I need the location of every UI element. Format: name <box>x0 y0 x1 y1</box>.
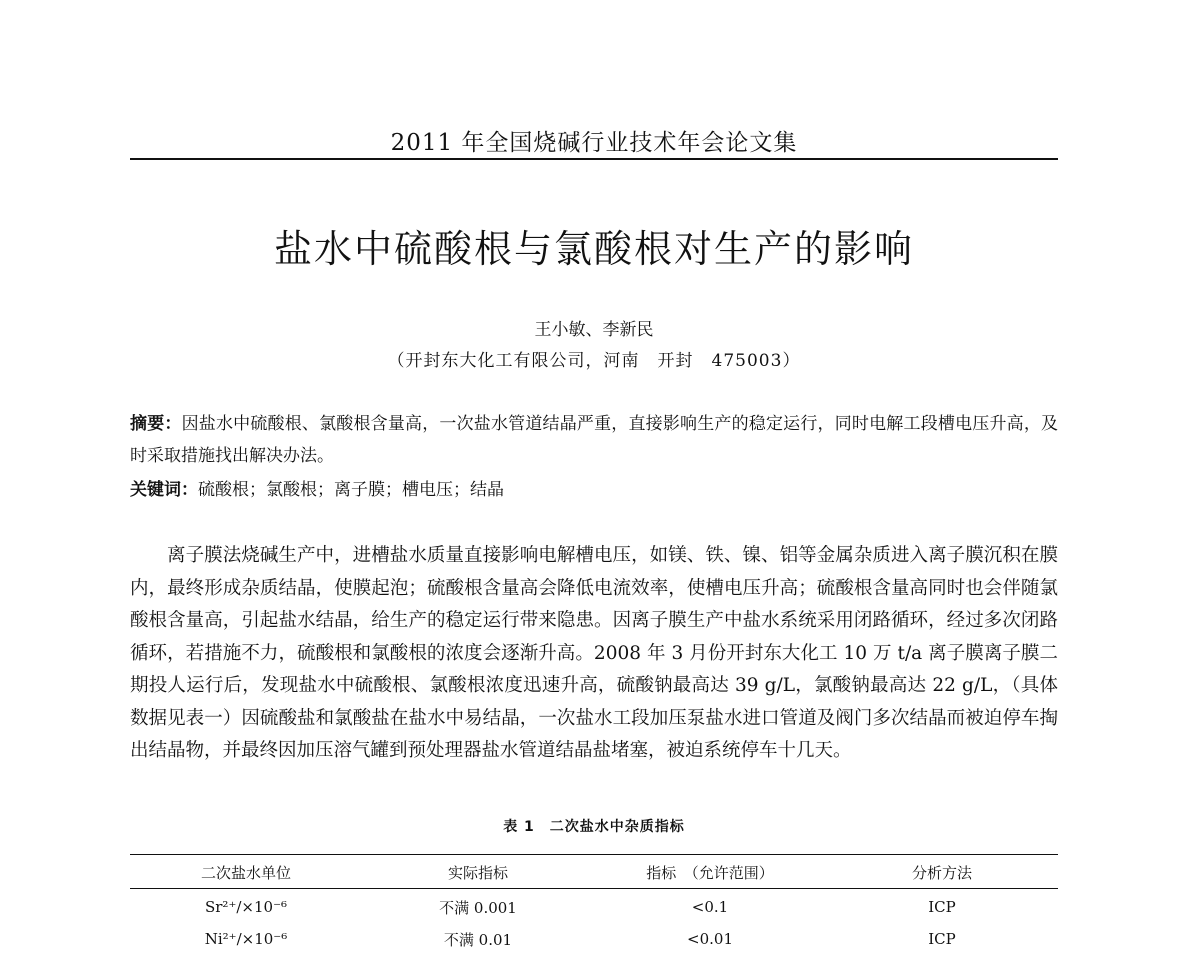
table-caption: 表 1 二次盐水中杂质指标 <box>503 819 685 835</box>
keywords-label: 关键词： <box>130 480 198 500</box>
keywords <box>130 474 1058 506</box>
table-header-cell: 实际指标 <box>447 863 508 882</box>
abstract <box>130 408 1058 472</box>
table-header-cell: 指标 （允许范围） <box>646 863 774 882</box>
affiliation: （开封东大化工有限公司，河南 开封 475003） <box>387 351 801 371</box>
table-cell: Ni²⁺/×10⁻⁶ <box>204 930 288 948</box>
table-row <box>130 923 1058 955</box>
header-rule <box>130 158 1058 160</box>
impurity-table <box>130 856 1058 955</box>
table-cell: Sr²⁺/×10⁻⁶ <box>204 898 288 916</box>
table-header-cell: 二次盐水单位 <box>200 863 291 882</box>
table-cell: ICP <box>928 930 956 948</box>
abstract-label: 摘要： <box>130 414 182 434</box>
authors: 王小敏、李新民 <box>534 320 654 340</box>
body-paragraph: 离子膜法烧碱生产中，进槽盐水质量直接影响电解槽电压，如镁、铁、镍、铝等金属杂质进入离子膜沉积在膜内，最终形成杂质结晶，使膜起泡；硫酸根含量高会降低电流效率，使槽电压升高；硫酸根含量高同时也会伴随氯酸根含量高，引起盐水结晶，给生产的稳定运行带来隐患。因离子膜生产中盐水系统采用闭路循环，经过多次闭路循环，若措施不力，硫酸根和氯酸根的浓度会逐渐升高。2008 年 3 月份开封东大化工 10 万 t/a 离子膜离子膜二期投人运行后，发现盐水中硫酸根、氯酸根浓度迅速升高，硫酸钠最高达 39 g/L，氯酸钠最高达 22 g/L，（具体数据见表一）因硫酸盐和氯酸盐在盐水中易结晶，一次盐水工段加压泵盐水进口管道及阀门多次结晶而被迫停车掏出结晶物，并最终因加压溶气罐到预处理器盐水管道结晶盐堵塞，被迫系统停车十几天。 <box>130 545 1058 761</box>
table-header-cell: 分析方法 <box>911 863 972 882</box>
table-cell: 不满 0.001 <box>439 898 517 917</box>
running-header: 2011 年全国烧碱行业技术年会论文集 <box>390 130 798 156</box>
table-cell: <0.01 <box>687 930 733 948</box>
abstract-text: 因盐水中硫酸根、氯酸根含量高，一次盐水管道结晶严重，直接影响生产的稳定运行，同时电解工段槽电压升高，及时采取措施找出解决办法。 <box>130 414 1059 466</box>
table-cell: 不满 0.01 <box>443 930 513 949</box>
table-cell: ICP <box>928 898 956 916</box>
paper-title: 盐水中硫酸根与氯酸根对生产的影响 <box>273 227 914 271</box>
table-row <box>130 888 1058 923</box>
table-cell: <0.1 <box>691 898 729 916</box>
keywords-text: 硫酸根；氯酸根；离子膜；槽电压；结晶 <box>198 480 504 500</box>
table-header-row <box>130 856 1058 888</box>
table-top-rule <box>130 854 1058 855</box>
